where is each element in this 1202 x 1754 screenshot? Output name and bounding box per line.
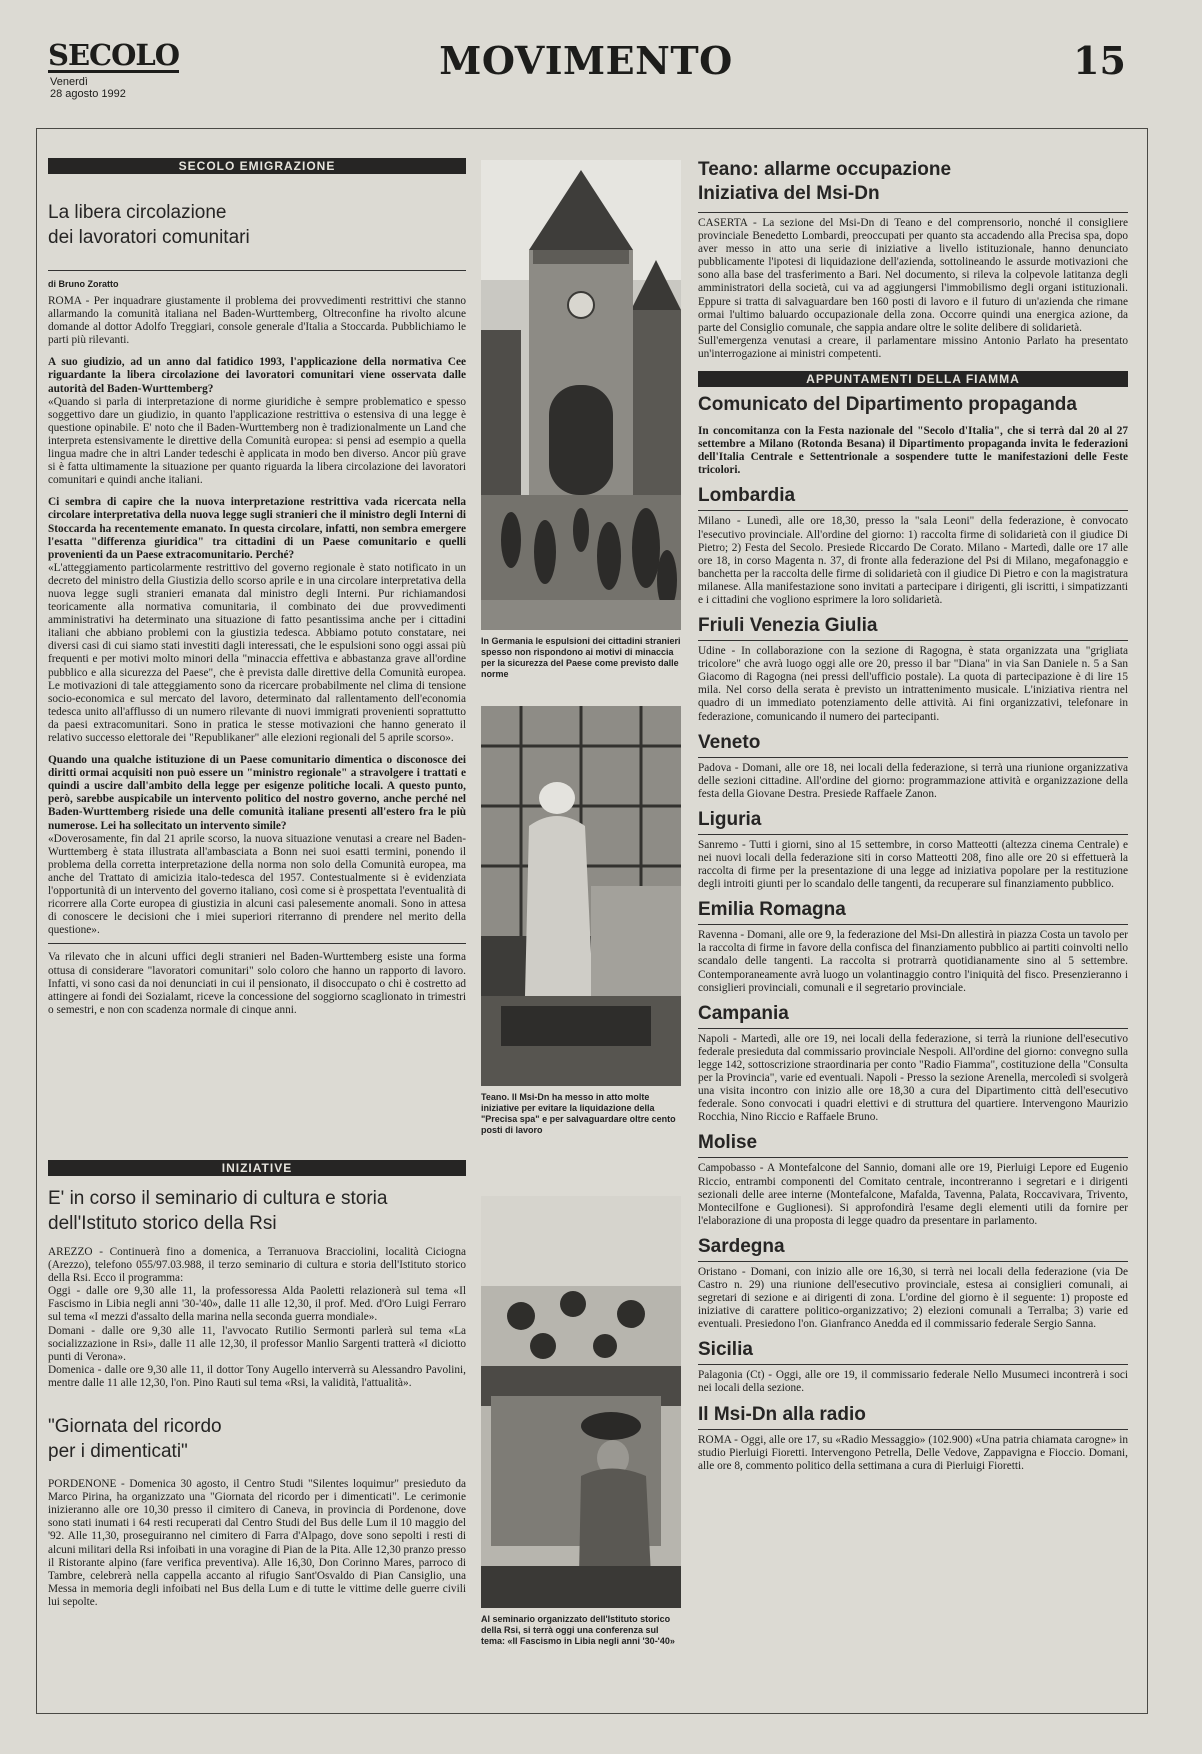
region-block — [698, 1003, 1128, 1125]
headline-line: Teano: allarme occupazione — [698, 159, 952, 180]
divider — [698, 1261, 1128, 1262]
article-paragraph: Domenica - dalle ore 9,30 alle 11, il dottor Tony Augello interverrà su Alessandro Pavolini, mentre dalle 11 alle 12,30, l'on. Pino Rauti sul tema «Rsi, la validità, l'attualità». — [48, 1363, 466, 1389]
byline: di Bruno Zoratto — [48, 279, 119, 289]
headline-line: dell'Istituto storico della Rsi — [48, 1213, 277, 1234]
section-title: MOVIMENTO — [439, 38, 733, 83]
region-heading: Il Msi-Dn alla radio — [698, 1403, 866, 1425]
soldiers-illustration — [481, 1196, 681, 1608]
region-text: Campobasso - A Montefalcone del Sannio, domani alle ore 19, Pierluigi Lepore ed Eugenio Riccio, entrambi componenti del Comitato centrale, incontreranno i segretari e i dirigenti sezionali delle aree interne (Montefalcone, Mafalda, Tavenna, Palata, Roccavivara, Trivento, Montecilfone e Guglionesi). Si approfondirà l'esame degli elementi utili da fornire per l'elaborazione di una proposta di legge quadro da presentare in parlamento. — [698, 1162, 1128, 1227]
divider — [698, 757, 1128, 758]
interview-question: Ci sembra di capire che la nuova interpretazione restrittiva vada ricercata nella circolare interpretativa della nuova legge sugli stranieri che il ministro degli Interni di Stoccarda ha recentemente emanato. In questa circolare, infatti, non sembra emergere l'esatta "differenza giuridica" tra cittadini di un Paese comunitario e quelli provenienti da un Paese extracomunitario. Perché? — [48, 496, 466, 561]
interview-answer: «Quando si parla di interpretazione di norme giuridiche è sempre problematico e spesso soggettivo dare un giudizio, in quanto l'applicazione restrittiva o estensiva di una legge è questione opinabile. E' noto che il Baden-Wurttemberg non è tradizionalmente un Land che interpreta estensivamente le direttive della Comunità europea: si pensi ad esempio a quella lingua madre che in altri Lander tedeschi è applicata in modo ben diverso. Ancor più grave si è fatta ultimamente la situazione per quanto riguarda la libera circolazione dei lavoratori comunitari e quindi anche italiani. — [48, 395, 466, 487]
headline-line: dei lavoratori comunitari — [48, 227, 250, 248]
headline-line: E' in corso il seminario di cultura e storia — [48, 1188, 388, 1209]
day: Venerdì — [50, 76, 88, 88]
regions-list — [698, 485, 1128, 1472]
divider — [698, 834, 1128, 835]
left-column-lower — [48, 1160, 466, 1609]
article-paragraph: Va rilevato che in alcuni uffici degli stranieri nel Baden-Wurttemberg esiste una forma ottusa di considerare "lavoratori comunitari" solo coloro che hanno un rapporto di lavoro. Infatti, vi sono casi da noi denunciati in cui il pensionato, il disoccupato o chi è costretto ad attingere ai fondi dei Sozialamt, riceve la concessione del soggiorno scaglionato in trimestri o semestri, e non con scadenza normale di cinque anni. — [48, 951, 466, 1016]
region-heading: Sicilia — [698, 1339, 753, 1361]
region-text: Ravenna - Domani, alle ore 9, la federazione del Msi-Dn allestirà in piazza Costa un tavolo per la raccolta di firme in favore della confisca del finanziamento pubblico ai partiti coinvolti nello scandalo delle tangenti. La raccolta si protrarrà quotidianamente sino al 5 settembre. Contemporaneamente avrà luogo un volantinaggio contro l'iniquità del fisco. Presenzieranno i consiglieri provinciali, comunali e il segretario provinciale. — [698, 929, 1128, 994]
article-paragraph: PORDENONE - Domenica 30 agosto, il Centro Studi "Silentes loquimur" presieduto da Marco Pirina, ha organizzato una "Giornata del ricordo per i dimenticati". Le cerimonie inizieranno alle ore 10,30 presso il cimitero di Caneva, in provincia di Pordenone, dove sono stati inumati i 64 resti recuperati dal Centro Studi del Bus delle Lum il 10 maggio del '92. Alle 11,30, proseguiranno nel cimitero di Farra d'Alpago, dove sono sepolti i resti di alcuni militari della Rsi infoibati in una voragine di Pian de la Pita. Alle 12,30 pranzo presso il Ristorante alpino (fare verifica preventiva). Alle 16,30, Don Corinno Mares, parroco di Tambre, celebrerà nella cappella accanto al rifugio Sant'Osvaldo di Pian Cansiglio, una Messa in memoria degli infoibati nel Bus della Lum e di tutte le vittime delle guerre civili lui sepolte. — [48, 1478, 466, 1608]
region-block — [698, 809, 1128, 891]
divider — [48, 270, 466, 271]
right-column — [698, 158, 1128, 1473]
article-paragraph: ROMA - Per inquadrare giustamente il problema dei provvedimenti restrittivi che stanno allarmando la comunità italiana nel Baden-Wurttemberg, Oltreconfine ha rivolto alcune domande al dottor Adolfo Treggiari, console generale d'Italia a Stoccarda. Pubblichiamo le parti più rilevanti. — [48, 295, 466, 347]
region-heading: Campania — [698, 1002, 789, 1024]
region-text: Sanremo - Tutti i giorni, sino al 15 settembre, in corso Matteotti (altezza cinema Centrale) e nei nuovi locali della federazione siti in corso Matteotti 208, fino alle ore 20 si effettuerà la raccolta di firme per la presentazione di una legge ad iniziativa popolare per la restituzione degli introiti giunti per lo scandalo delle tangenti, da recuperare sul finanziamento pubblico. — [698, 838, 1128, 891]
dateline — [50, 76, 126, 100]
region-block — [698, 1339, 1128, 1395]
date: 28 agosto 1992 — [50, 88, 126, 100]
divider — [48, 943, 466, 944]
page-number: 15 — [1073, 38, 1126, 83]
region-heading: Molise — [698, 1132, 758, 1154]
photo-caption: Al seminario organizzato dell'Istituto storico della Rsi, si terrà oggi una conferenza sul tema: «Il Fascismo in Libia negli anni '30-'40» — [481, 1614, 675, 1646]
region-block — [698, 615, 1128, 724]
photo-caption: Teano. Il Msi-Dn ha messo in atto molte iniziative per evitare la liquidazione della "Precisa spa" e per salvaguardare oltre cento posti di lavoro — [481, 1092, 676, 1135]
article-paragraph: CASERTA - La sezione del Msi-Dn di Teano e del comprensorio, nonché il consigliere provinciale Benedetto Lombardi, preoccupati per quanto sta accadendo alla Precisa spa, dopo aver messo in atto una serie di iniziative a livello istituzionale, hanno denunciato pubblicamente l'ipotesi di liquidazione dell'azienda, sottolineando le assurde motivazioni che sono alla base del trasferimento a Bari. Nel documento, si rileva la colpevole latitanza degli amministratori della società, cui va ad aggiungersi l'immobilismo degli organi istituzionali. Eppure si tratta di salvaguardare ben 160 posti di lavoro e il futuro di un'azienda che rimane ormai l'ultimo baluardo occupazionale della zona. Occorre quindi una energica azione, da parte del Consiglio comunale, che sappia andare oltre le solite delibere di solidarietà. — [698, 217, 1128, 334]
factory-illustration — [481, 706, 681, 1086]
headline-teano — [698, 158, 1128, 206]
region-heading: Lombardia — [698, 485, 796, 507]
region-text: Padova - Domani, alle ore 18, nei locali della federazione, si terrà una riunione organizzativa delle sezioni cittadine. All'ordine del giorno: programmazione attività e organizzazione della festa della Giovane Destra. Presiede Raffaele Zanon. — [698, 761, 1128, 800]
left-column — [48, 158, 466, 1017]
region-text: ROMA - Oggi, alle ore 17, su «Radio Messaggio» (102.900) «Una patria chiamata carogne» in studio Pierluigi Fioretti. Intervengono Petrella, Delle Vedove, Zappavigna e Fioccio. Domani, alle ore 8, commento politico della settimana a cura di Pierluigi Fioretti. — [698, 1433, 1128, 1472]
region-block — [698, 899, 1128, 994]
masthead — [46, 36, 1132, 116]
town-gate-illustration — [481, 160, 681, 630]
photo-libya-soldiers — [481, 1196, 681, 1608]
divider — [698, 1429, 1128, 1430]
headline-line: "Giornata del ricordo — [48, 1416, 222, 1438]
region-heading: Veneto — [698, 731, 761, 753]
headline-seminario — [48, 1186, 466, 1236]
section-tag-appuntamenti: APPUNTAMENTI DELLA FIAMMA — [698, 371, 1128, 387]
region-block — [698, 1236, 1128, 1331]
photo-germany-town — [481, 160, 681, 630]
region-text: Palagonia (Ct) - Oggi, alle ore 19, il commissario federale Nello Musumeci incontrerà i soci nei locali della sezione. — [698, 1369, 1128, 1395]
headline-libera-circolazione — [48, 200, 466, 250]
region-text: Napoli - Martedì, alle ore 19, nei locali della federazione, si terrà la riunione dell'esecutivo federale presieduta dal commissario provinciale Nespoli. All'ordine del giorno: convegno sulla legge 142, sottoscrizione straordinaria per conto "Radio Fiamma", costituzione della "Consulta per la Provincia", varie ed eventuali. Napoli - Presso la sezione Arenella, mercoledì si svolgerà una visita incontro con inizio alle ore 18,30 a cura del Dipartimento città dell'esecutivo federale. Sono convocati i quadri elettivi e di struttura del quartiere. Intervengono Maurizio Rocchia, Nino Riccio e Raffaele Bruno. — [698, 1032, 1128, 1124]
region-text: Oristano - Domani, con inizio alle ore 16,30, si terrà nei locali della federazione (via De Castro n. 29) una riunione dell'esecutivo provinciale, estesa ai consiglieri comunali, ai segretari di sezione e ai dirigenti di zona. L'ordine del giorno è il seguente: 1) proposte ed iniziative di carattere politico-organizzativo; 2) elezioni comunali a Terralba; 3) varie ed eventuali. Presiedono l'on. Gianfranco Anedda ed il commissario federale Sergio Sanna. — [698, 1265, 1128, 1331]
article-paragraph: Sull'emergenza venutasi a creare, il parlamentare missino Antonio Parlato ha presentato un'interrogazione ai ministri competenti. — [698, 334, 1128, 360]
divider — [698, 510, 1128, 511]
divider — [698, 640, 1128, 641]
region-block — [698, 485, 1128, 607]
headline-line: per i dimenticati" — [48, 1441, 188, 1463]
article-paragraph: Domani - dalle ore 9,30 alle 11, l'avvocato Rutilio Sermonti parlerà sul tema «La socializzazione in Rsi», dalle 11 alle 12,30, il professor Manlio Sargenti tratterà «I diciotto punti di Verona». — [48, 1324, 466, 1363]
divider — [698, 924, 1128, 925]
headline-line: La libera circolazione — [48, 202, 227, 223]
region-block — [698, 1404, 1128, 1473]
divider — [698, 212, 1128, 213]
divider — [698, 1157, 1128, 1158]
region-text: Udine - In collaborazione con la sezione di Ragogna, è stata organizzata una "grigliata tricolore" che avrà luogo oggi alle ore 20, presso il bar "Diana" in via San Daniele n. 5 a San Giacomo di Ragogna (nei pressi dell'ufficio postale). La quota di partecipazione è di lire 15 mila. Nel corso della serata è previsto un intrattenimento musicale. L'iniziativa rientra nel quadro di un immediato potenziamento delle attività. Ai fini organizzativi, telefonare in federazione, comunicando il numero dei partecipanti. — [698, 645, 1128, 723]
interview-answer: «L'atteggiamento particolarmente restrittivo del governo regionale è stato notificato in un decreto del ministro della Giustizia dello scorso aprile e in una circolare interpretativa della nuova legge sugli stranieri emanata dal ministro degli Interni. Pur richiamandosi teoricamente alla normativa comunitaria, il combinato dei due provvedimenti amministrativi ha determinato una situazione di fatto pesantissima anche per i cittadini italiani che abbiano problemi con la giustizia tedesca. Abbiamo potuto constatare, nei diversi casi di cui siamo stati investiti dagli interessati, che le espulsioni sono oggi assai più frequenti e per motivi molto minori della "minaccia effettiva e abbastanza grave all'ordine pubblico e alla sicurezza del Paese", che è prevista dalle direttive della Comunità europea. Le motivazioni di tale atteggiamento sono da ricercare probabilmente nel clima di tensione socio-economica e sul mercato del lavoro, determinato dal rallentamento dell'economia tedesca unito all'afflusso di un numero rilevante di nuovi immigrati provenienti soprattutto da paesi extracomunitari. Sono in pratica le stesse motivazioni che hanno generato il relativo successo elettorale dei "Republikaner" alle elezioni regionali del 5 aprile scorso». — [48, 561, 466, 744]
photo-caption: In Germania le espulsioni dei cittadini stranieri spesso non rispondono ai motivi di minaccia per la sicurezza del Paese come previsto dalle norme — [481, 636, 681, 679]
region-heading: Sardegna — [698, 1235, 785, 1257]
section-tag-iniziative: INIZIATIVE — [48, 1160, 466, 1176]
article-intro: In concomitanza con la Festa nazionale del "Secolo d'Italia", che si terrà dal 20 al 27 settembre a Milano (Rotonda Besana) il Dipartimento propaganda invita le federazioni dell'Italia Centrale e Settentrionale a sospendere tutte le manifestazioni delle Feste tricolori. — [698, 425, 1128, 477]
region-heading: Liguria — [698, 808, 762, 830]
region-heading: Emilia Romagna — [698, 899, 846, 921]
region-block — [698, 1132, 1128, 1227]
newspaper-logo: SECOLO — [48, 38, 180, 72]
interview-question: A suo giudizio, ad un anno dal fatidico 1993, l'applicazione della normativa Cee riguardante la libera circolazione dei lavoratori comunitari viene osservata dalle autorità del Baden-Wurttemberg? — [48, 356, 466, 395]
region-heading: Friuli Venezia Giulia — [698, 615, 878, 637]
article-paragraph: Oggi - dalle ore 9,30 alle 11, la professoressa Alda Paoletti relazionerà sul tema «Il Fascismo in Libia negli anni '30-'40», dalle 11 alle 12,30, il prof. Med. d'Oro Luigi Ferraro sul tema «I mezzi d'assalto della marina nella seconda guerra mondiale». — [48, 1285, 466, 1324]
headline-line: Iniziativa del Msi-Dn — [698, 183, 880, 204]
section-tag-emigrazione: SECOLO EMIGRAZIONE — [48, 158, 466, 174]
article-paragraph: AREZZO - Continuerà fino a domenica, a Terranuova Bracciolini, località Ciciogna (Arezzo), telefono 055/97.03.988, il terzo seminario di cultura e storia dell'Istituto storico della Rsi. Ecco il programma: — [48, 1246, 466, 1285]
interview-question: Quando una qualche istituzione di un Paese comunitario dimentica o disconosce dei diritti ormai acquisiti non può essere un "ministro regionale" a stravolgere i trattati e quindi a uscire dall'ambito della legge per esigenze politiche locali. A questo punto, però, sarebbe auspicabile un intervento politico del nostro governo, anche perché nel Baden-Wurttemberg risiede una delle comunità italiane presenti all'estero fra le più numerose. Lei ha sollecitato un intervento simile? — [48, 754, 466, 832]
headline-comunicato: Comunicato del Dipartimento propaganda — [698, 394, 1077, 416]
headline-giornata-ricordo — [48, 1414, 466, 1464]
divider — [698, 1028, 1128, 1029]
interview-answer: «Doverosamente, fin dal 21 aprile scorso, la nuova situazione venutasi a creare nel Baden-Wurttemberg è stata illustrata all'ambasciata a Bonn nei suoi esatti termini, ponendo il problema della corretta interpretazione della norma non solo della Comunità europea, ma anche del Trattato di amicizia italo-tedesca del 1957. Contestualmente si è evidenziata l'opportunità di un intervento del governo italiano, così come si è prospettata l'eventualità di ricorrere alla Corte europea di giustizia in alcuni casi palesemente anomali. Sono in attesa di conoscere le decisioni che i miei superiori riterranno di prendere nel merito della questione». — [48, 832, 466, 937]
region-block — [698, 732, 1128, 801]
region-text: Milano - Lunedì, alle ore 18,30, presso la "sala Leoni" della federazione, è convocato l'esecutivo provinciale. All'ordine del giorno: 1) raccolta firme di solidarietà con il giudice Di Pietro; 2) Festa del Secolo. Presiede Riccardo De Corato. Milano - Martedì, dalle ore 17 alle ore 18, in corso Magenta n. 37, di fronte alla federazione del Psi di Milano, megafonaggio e banchetta per la raccolta delle firme di solidarietà con il giudice Di Pietro e con la magistratura milanese. Alla manifestazione sono invitati a partecipare i dirigenti, gli iscritti, i simpatizzanti e i cittadini che vogliono esprimere la loro solidarietà. — [698, 515, 1128, 606]
divider — [698, 1364, 1128, 1365]
photo-factory-worker — [481, 706, 681, 1086]
